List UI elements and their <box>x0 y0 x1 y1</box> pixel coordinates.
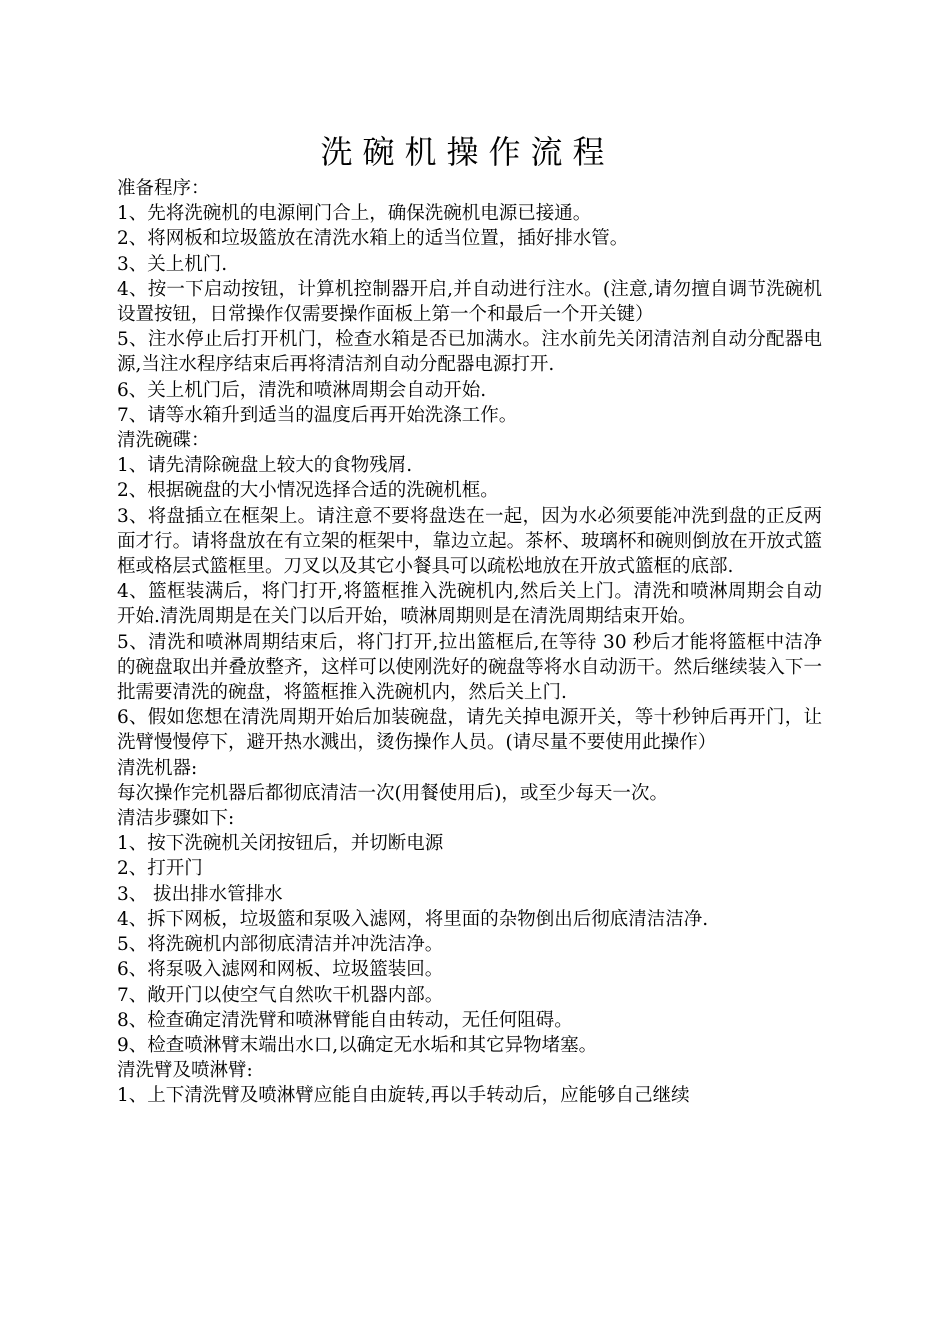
list-item: 1、按下洗碗机关闭按钮后，并切断电源 <box>117 833 444 855</box>
list-item: 7、敞开门以使空气自然吹干机器内部。 <box>117 984 444 1006</box>
document-title: 洗碗机操作流程 <box>320 133 615 171</box>
list-item: 1、上下清洗臂及喷淋臂应能自由旋转,再以手转动后，应能够自己继续 <box>117 1085 690 1107</box>
list-item: 4、篮框装满后，将门打开,将篮框推入洗碗机内,然后关上门。清洗和喷淋周期会自动开始.清洗周期是在关门以后开始，喷淋周期则是在清洗周期结束开始。 <box>117 581 822 628</box>
section-heading-washing-dishes: 清洗碗碟： <box>117 430 210 452</box>
section-heading-wash-arms: 清洗臂及喷淋臂: <box>117 1060 253 1082</box>
list-item: 5、清洗和喷淋周期结束后，将门打开,拉出篮框后,在等待 30 秒后才能将篮框中洁净的碗盘取出并叠放整齐，这样可以使刚洗好的碗盘等将水自动沥干。然后继续装入下一批需要清洗的碗盘，将篮框推入洗碗机内，然后关上门. <box>117 631 822 704</box>
list-item: 3、将盘插立在框架上。请注意不要将盘迭在一起，因为水必须要能冲洗到盘的正反两面才行。请将盘放在有立架的框架中，靠边立起。茶杯、玻璃杯和碗则倒放在开放式篮框或格层式篮框里。刀叉以及其它小餐具可以疏松地放在开放式篮框的底部. <box>117 505 822 578</box>
list-item: 3、 拔出排水管排水 <box>117 883 283 905</box>
list-item: 5、注水停止后打开机门，检查水箱是否已加满水。注水前先关闭清洁剂自动分配器电源,当注水程序结束后再将清洁剂自动分配器电源打开. <box>117 329 822 376</box>
list-item: 4、拆下网板，垃圾篮和泵吸入滤网，将里面的杂物倒出后彻底清洁洁净. <box>117 908 709 930</box>
list-item: 3、关上机门. <box>117 253 228 275</box>
list-item: 2、根据碗盘的大小情况选择合适的洗碗机框。 <box>117 480 499 502</box>
list-item: 6、假如您想在清洗周期开始后加装碗盘，请先关掉电源开关，等十秒钟后再开门，让洗臂慢慢停下，避开热水溅出，烫伤操作人员。(请尽量不要使用此操作） <box>117 707 822 754</box>
list-item: 6、关上机门后，清洗和喷淋周期会自动开始. <box>117 379 487 401</box>
list-item: 9、检查喷淋臂末端出水口,以确定无水垢和其它异物堵塞。 <box>117 1034 598 1056</box>
list-item: 5、将洗碗机内部彻底清洁并冲洗洁净。 <box>117 934 444 956</box>
list-item: 1、请先清除碗盘上较大的食物残屑. <box>117 455 413 477</box>
list-item: 7、请等水箱升到适当的温度后再开始洗涤工作。 <box>117 404 518 426</box>
list-item: 1、先将洗碗机的电源闸门合上，确保洗碗机电源已接通。 <box>117 203 592 225</box>
cleaning-steps-heading: 清洁步骤如下: <box>117 808 235 830</box>
list-item: 8、检查确定清洗臂和喷淋臂能自由转动，无任何阻碍。 <box>117 1009 573 1031</box>
cleaning-frequency-note: 每次操作完机器后都彻底清洁一次(用餐使用后)，或至少每天一次。 <box>117 782 668 804</box>
list-item: 2、打开门 <box>117 858 203 880</box>
document-body <box>117 176 822 1109</box>
list-item: 6、将泵吸入滤网和网板、垃圾篮装回。 <box>117 959 444 981</box>
section-heading-preparation: 准备程序： <box>117 178 210 199</box>
list-item: 2、将网板和垃圾篮放在清洗水箱上的适当位置，插好排水管。 <box>117 228 629 250</box>
list-item: 4、按一下启动按钮，计算机控制器开启,并自动进行注水。(注意,请勿擅自调节洗碗机设置按钮，日常操作仅需要操作面板上第一个和最后一个开关键） <box>117 278 822 326</box>
section-heading-cleaning-machine: 清洗机器: <box>117 757 198 779</box>
